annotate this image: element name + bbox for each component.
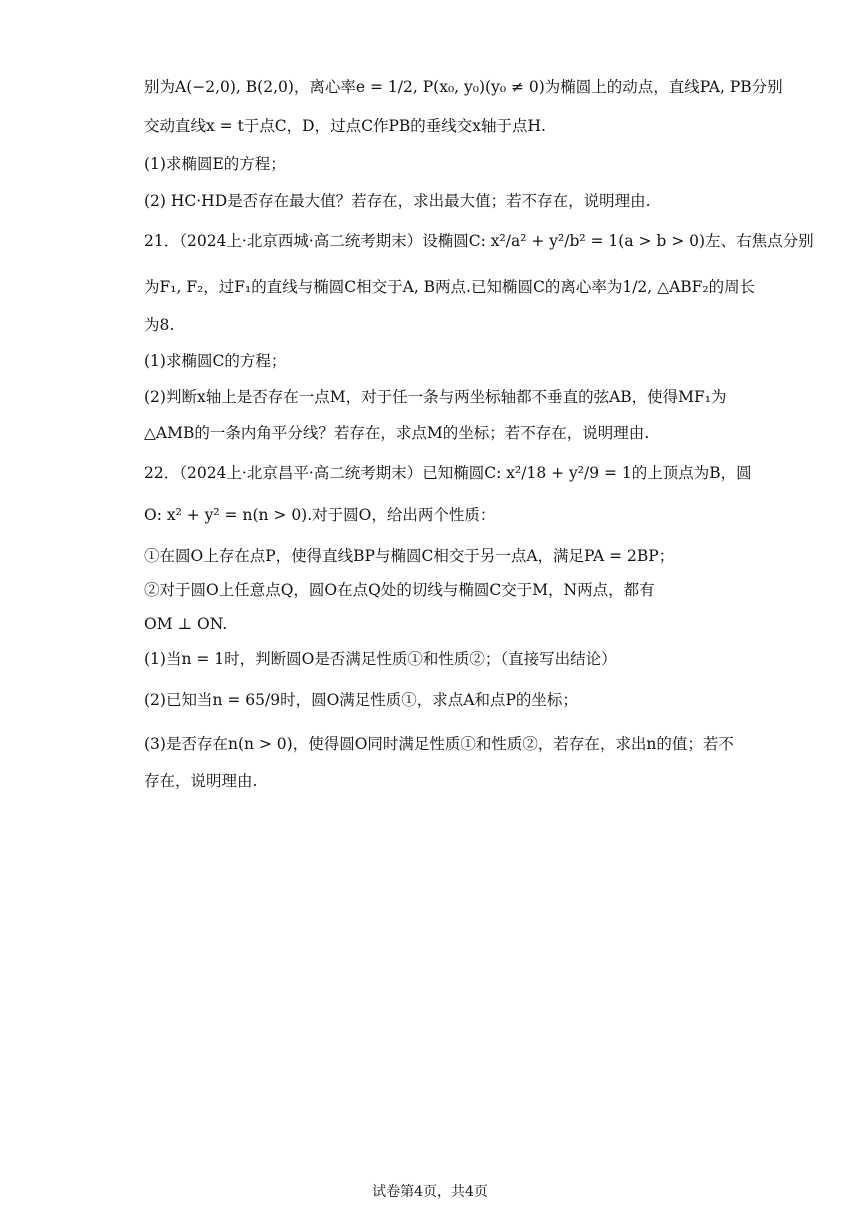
text-line-14: ②对于圆O上任意点Q，圆O在点Q处的切线与椭圆C交于M，N两点，都有 xyxy=(144,581,655,599)
text-line-5: 21．（2024上·北京西城·高二统考期末）设椭圆C: x²/a² + y²/b² = 1(a > b > 0)左、右焦点分别 xyxy=(144,232,814,250)
text-line-3: (1)求椭圆E的方程； xyxy=(144,155,286,173)
text-line-9: (2)判断x轴上是否存在一点M，对于任一条与两坐标轴都不垂直的弦AB，使得MF₁为 xyxy=(144,388,727,406)
text-line-15: OM ⊥ ON. xyxy=(144,615,228,633)
text-line-1: 别为A(−2,0), B(2,0)，离心率e = 1/2, P(x₀, y₀)(y₀ ≠ 0)为椭圆上的动点，直线PA, PB分别 xyxy=(144,78,783,96)
text-line-19: 存在，说明理由. xyxy=(144,772,258,790)
text-line-18: (3)是否存在n(n > 0)，使得圆O同时满足性质①和性质②，若存在，求出n的值；若不 xyxy=(144,735,734,753)
text-line-11: 22．（2024上·北京昌平·高二统考期末）已知椭圆C: x²/18 + y²/9 = 1的上顶点为B，圆 xyxy=(144,464,752,482)
page-footer: 试卷第4页，共4页 xyxy=(372,1184,488,1200)
text-line-2: 交动直线x = t于点C，D，过点C作PB的垂线交x轴于点H. xyxy=(144,117,546,135)
text-line-4: (2) HC·HD是否存在最大值？若存在，求出最大值；若不存在，说明理由. xyxy=(144,192,651,210)
text-line-16: (1)当n = 1时，判断圆O是否满足性质①和性质②；（直接写出结论） xyxy=(144,650,617,668)
text-line-8: (1)求椭圆C的方程； xyxy=(144,352,287,370)
text-line-13: ①在圆O上存在点P，使得直线BP与椭圆C相交于另一点A，满足PA = 2BP； xyxy=(144,547,675,565)
text-line-12: O: x² + y² = n(n > 0).对于圆O，给出两个性质： xyxy=(144,506,496,524)
text-line-6: 为F₁, F₂，过F₁的直线与椭圆C相交于A, B两点.已知椭圆C的离心率为1/2, △ABF₂的周长 xyxy=(144,278,756,296)
text-line-17: (2)已知当n = 65/9时，圆O满足性质①，求点A和点P的坐标； xyxy=(144,691,578,709)
text-line-7: 为8. xyxy=(144,316,175,334)
text-line-10: △AMB的一条内角平分线？若存在，求点M的坐标；若不存在，说明理由. xyxy=(144,424,650,442)
